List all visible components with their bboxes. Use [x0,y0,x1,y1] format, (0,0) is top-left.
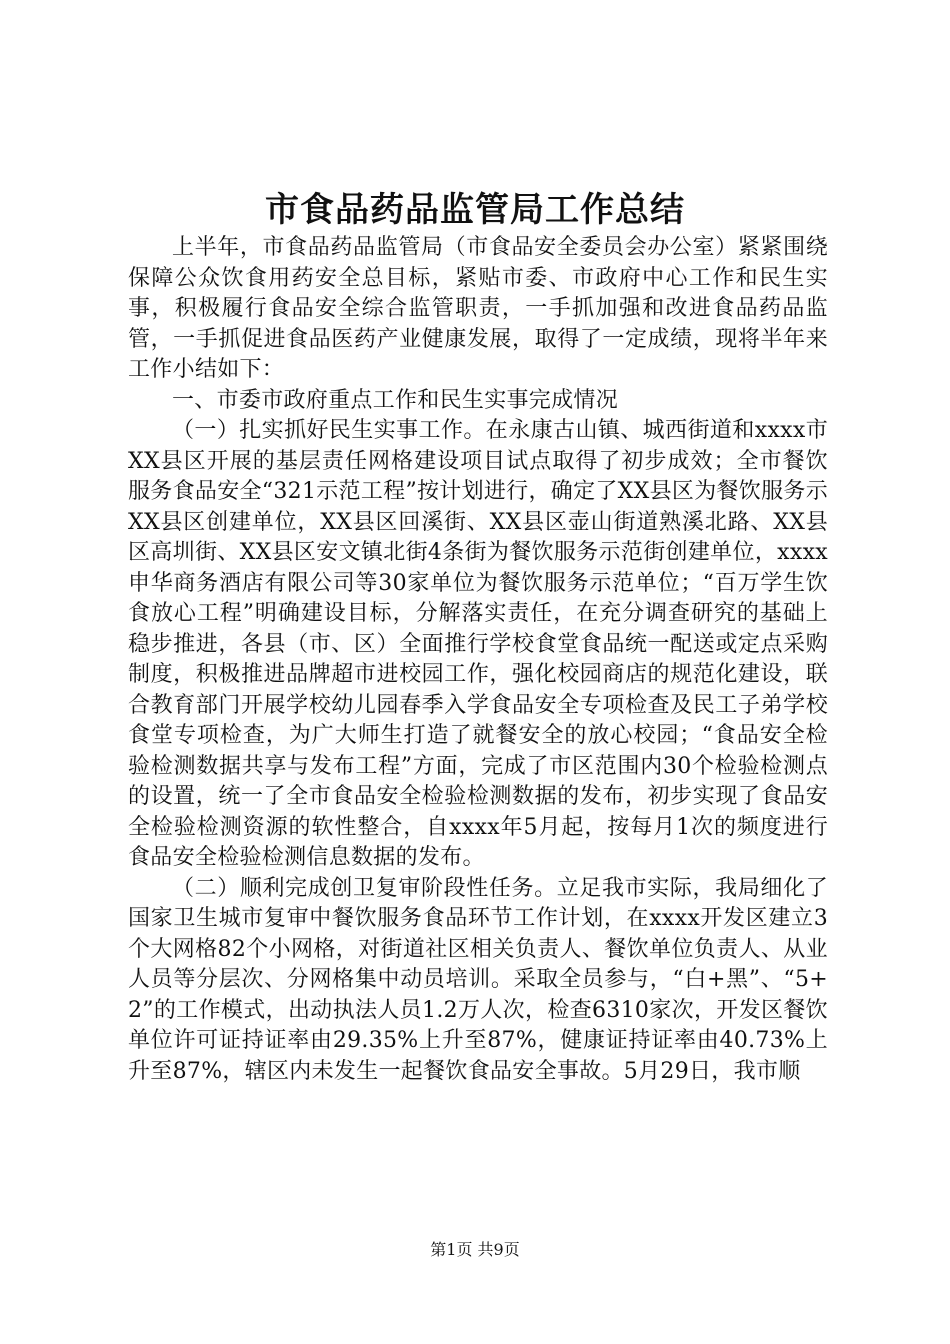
intro-paragraph: 上半年，市食品药品监管局（市食品安全委员会办公室）紧紧围绕保障公众饮食用药安全总目标，紧贴市委、市政府中心工作和民生实事，积极履行食品安全综合监管职责，一手抓加强和改进食品药品监管，一手抓促进食品医药产业健康发展，取得了一定成绩，现将半年来工作小结如下： [128,235,828,382]
document-body [128,233,828,1087]
page-number-footer: 第1页 共9页 [430,1240,520,1259]
body-paragraph-2: （二）顺利完成创卫复审阶段性任务。立足我市实际，我局细化了国家卫生城市复审中餐饮服务食品环节工作计划，在xxxx开发区建立3个大网格82个小网格，对街道社区相关负责人、餐饮单位负责人、从业人员等分层次、分网格集中动员培训。采取全员参与，“白+黑”、“5+2”的工作模式，出动执法人员1.2万人次，检查6310家次，开发区餐饮单位许可证持证率由29.35%上升至87%，健康证持证率由40.73%上升至87%，辖区内未发生一起餐饮食品安全事故。5月29日，我市顺 [128,875,828,1084]
section-heading: 一、市委市政府重点工作和民生实事完成情况 [172,387,619,413]
body-paragraph-1: （一）扎实抓好民生实事工作。在永康古山镇、城西街道和xxxx市XX县区开展的基层责任网格建设项目试点取得了初步成效；全市餐饮服务食品安全“321示范工程”按计划进行，确定了XX县区为餐饮服务示XX县区创建单位，XX县区回溪街、XX县区壶山街道熟溪北路、XX县区高圳街、XX县区安文镇北街4条街为餐饮服务示范街创建单位，xxxx申华商务酒店有限公司等30家单位为餐饮服务示范单位；“百万学生饮食放心工程”明确建设目标，分解落实责任，在充分调查研究的基础上稳步推进，各县（市、区）全面推行学校食堂食品统一配送或定点采购制度，积极推进品牌超市进校园工作，强化校园商店的规范化建设，联合教育部门开展学校幼儿园春季入学食品安全专项检查及民工子弟学校食堂专项检查，为广大师生打造了就餐安全的放心校园；“食品安全检验检测数据共享与发布工程”方面，完成了市区范围内30个检验检测点的设置，统一了全市食品安全检验检测数据的发布，初步实现了食品安全检验检测资源的软性整合，自xxxx年5月起，按每月1次的频度进行食品安全检验检测信息数据的发布。 [128,418,829,870]
document-title: 市食品药品监管局工作总结 [265,190,685,230]
